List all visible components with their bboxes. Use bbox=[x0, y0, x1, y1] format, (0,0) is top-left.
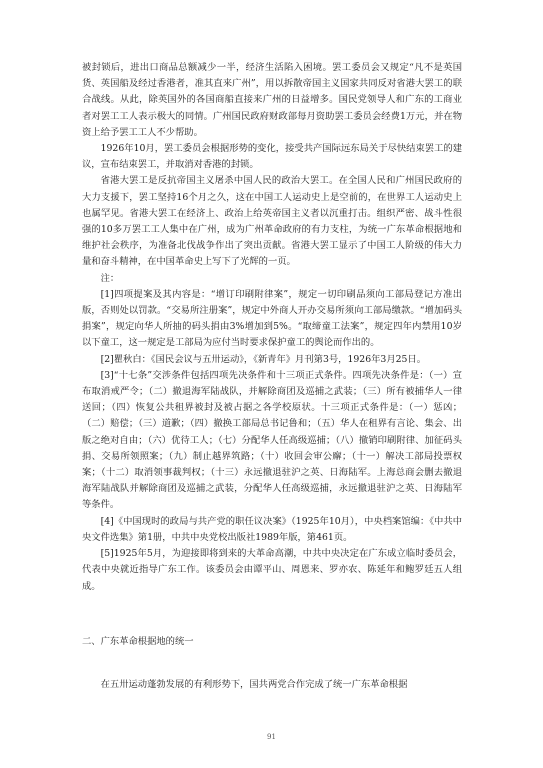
section-first-line: 在五卅运动蓬勃发展的有利形势下，国共两党合作完成了统一广东革命根据 bbox=[100, 679, 408, 690]
section-heading: 二、广东革命根据地的统一 bbox=[82, 636, 194, 647]
paragraph: 省港大罢工是反抗帝国主义屠杀中国人民的政治大罢工。在全国人民和广州国民政府的大力支援下，罢工坚持16个月之久，这在中国工人运动史上是空前的，在世界工人运动史上也属罕见。省港大罢工在经济上、政治上给英帝国主义者以沉重打击。组织严密、战斗性很强的10多万罢工工人集中在广州，成为广州革命政府的有力支柱，为统一广东革命根据地和维护社会秩序，为准备北伐战争作出了突出贡献。省港大罢工显示了中国工人阶级的伟大力量和奋斗精神，在中国革命史上写下了光辉的一页。 bbox=[82, 175, 462, 268]
notes-label: 注： bbox=[100, 272, 120, 284]
footnote-2: [2]瞿秋白：《国民会议与五卅运动》，《新青年》月刊第3号，1926年3月25日。 bbox=[100, 353, 427, 365]
main-text bbox=[82, 60, 462, 595]
footnote-1: [1]四项提案及其内容是：“增订印刷附律案”，规定一切印刷品须向工部局登记方准出版，否则处以罚款。“交易所注册案”，规定中外商人开办交易所须向工部局缴款。“增加码头捐案”，规定向华人所抽的码头捐由3%增加到5%。“取缔童工法案”，规定四年内禁用10岁以下童工，这一规定是工部局为应付当时要求保护童工的舆论而作出的。 bbox=[82, 288, 462, 349]
footnote-3: [3]“十七条”交涉条件包括四项先决条件和十三项正式条件。四项先决条件是：（一）宣布取消戒严令；（二）撤退海军陆战队，并解除商团及巡捕之武装；（三）所有被捕华人一律送回；（四）恢复公共租界被封及被占据之各学校原状。十三项正式条件是：（一）惩凶；（二）赔偿；（三）道歉；（四）撤换工部局总书记鲁和；（五）华人在租界有言论、集会、出版之绝对自由；（六）优待工人；（七）分配华人任高级巡捕；（八）撤销印刷附律、加征码头捐、交易所领照案；（九）制止越界筑路；（十）收回会审公廨；（十一）解决工部局投票权案；（十二）取消领事裁判权；（十三）永远撤退驻沪之英、日海陆军。上海总商会删去撤退海军陆战队并解除商团及巡捕之武装，分配华人任高级巡捕，永远撤退驻沪之英、日海陆军等条件。 bbox=[82, 369, 462, 511]
footnote-4: [4]《中国现时的政局与共产党的职任议决案》（1925年10月），中央档案馆编：《中共中央文件选集》第1册，中共中央党校出版社1989年版，第461页。 bbox=[82, 515, 462, 543]
page-number: 91 bbox=[267, 733, 276, 741]
paragraph-continued: 被封锁后，进出口商品总额减少一半，经济生活陷入困境。罢工委员会又规定“凡不是英国货、英国船及经过香港者，准其直来广州”，用以拆散帝国主义国家共同反对省港大罢工的联合战线。从此，除英国外的各国商船直接来广州的日益增多。国民党领导人和广东的工商业者对罢工工人表示极大的同情。广州国民政府财政部每月资助罢工委员会经费1万元，并在物资上给予罢工工人不少帮助。 bbox=[82, 62, 462, 138]
footnote-5: [5]1925年5月，为迎接即将到来的大革命高潮，中共中央决定在广东成立临时委员会，代表中央就近指导广东工作。该委员会由谭平山、周恩来、罗亦农、陈延年和鲍罗廷五人组成。 bbox=[82, 548, 462, 592]
paragraph: 1926年10月，罢工委员会根据形势的变化，接受共产国际远东局关于尽快结束罢工的建议，宣布结束罢工，并取消对香港的封锁。 bbox=[82, 143, 462, 171]
